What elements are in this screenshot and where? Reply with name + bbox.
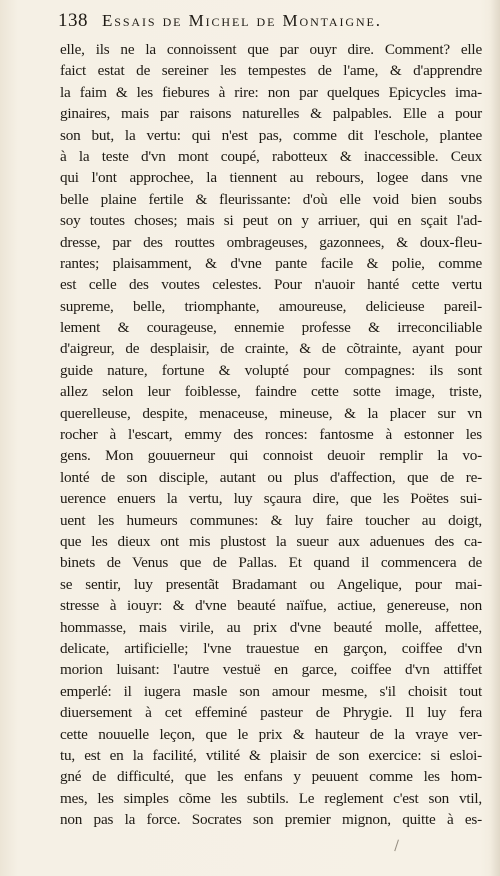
text-line: querelleuse, despite, menaceuse, mineuse, & la placer sur vn — [60, 404, 482, 422]
text-line: qui l'ont approchee, la tiennent au rebours, logee dans vne — [60, 169, 482, 187]
text-line: uerence enuers la vertu, luy sçaura dire, que les Poëtes sui- — [60, 490, 482, 508]
text-line: lonté de son disciple, autant ou plus d'affection, que de re- — [60, 468, 482, 486]
text-line: elle, ils ne la connoissent que par ouyr dire. Comment? elle — [60, 41, 482, 58]
text-line: non pas la force. Socrates son premier mignon, quitte à es- — [60, 811, 482, 829]
page-number: 138 — [58, 10, 88, 31]
text-line: d'aigreur, de desplaisir, de crainte, & de cõtrainte, ayant pour — [60, 340, 482, 358]
running-head: Essais de Michel de Montaigne. — [102, 11, 382, 30]
text-line: delicate, artificielle; l'vne trauestue en garçon, coiffee d'vn — [60, 639, 482, 657]
text-line: supreme, belle, triomphante, amoureuse, delicieuse pareil- — [60, 297, 482, 315]
text-line: faict estat de sereiner les tempestes de l'ame, & d'apprendre — [60, 62, 482, 80]
text-line: rocher à l'escart, emmy des ronces: fantosme à estonner les — [60, 426, 482, 444]
text-line: stresse à iouyr: & d'vne beauté naïfue, actiue, genereuse, non — [60, 597, 482, 615]
text-line: se sentir, luy presentãt Bradamant ou Angelique, pour mai- — [60, 575, 482, 593]
text-line: uent les humeurs communes: & luy faire toucher au doigt, — [60, 511, 482, 529]
page-header — [58, 10, 478, 36]
text-line: son but, la vertu: qui n'est pas, comme dit l'eschole, plantee — [60, 126, 482, 144]
pen-stroke-mark — [394, 840, 402, 853]
text-line: lement & courageuse, ennemie professe & irreconciliable — [60, 319, 482, 337]
text-line: allez selon leur foiblesse, faindre cette sotte image, triste, — [60, 383, 482, 401]
text-line: morion luisant: l'autre vestuë en garce, coiffee d'vn attiffet — [60, 661, 482, 679]
text-line: à la teste d'vn mont coupé, rabotteux & inaccessible. Ceux — [60, 147, 482, 165]
text-line: hommasse, mais virile, au prix d'vne beauté molle, affettee, — [60, 618, 482, 636]
text-line: que les dieux ont mis plustost la sueur aux aduenues des ca- — [60, 532, 482, 550]
text-line: gné de difficulté, que les enfans y peuuent comme les hom- — [60, 768, 482, 786]
text-line: ginaires, mais par raisons naturelles & palpables. Elle a pour — [60, 105, 482, 123]
text-line: mes, les simples cõme les subtils. Le reglement c'est son vtil, — [60, 789, 482, 807]
text-line: binets de Venus que de Pallas. Et quand il commencera de — [60, 554, 482, 572]
text-line: emperlé: il iugera masle son amour mesme, s'il choisit tout — [60, 682, 482, 700]
page-edge-shadow — [490, 0, 500, 876]
text-line: diuersement à cet effeminé pasteur de Phrygie. Il luy fera — [60, 704, 482, 722]
text-line: gens. Mon gouuerneur qui connoist deuoir remplir la vo- — [60, 447, 482, 465]
text-line: soy toutes choses; mais si peut on y arriuer, qui en sçait l'ad- — [60, 212, 482, 230]
text-line: la faim & les fiebures à rire: non par quelques Epicycles ima- — [60, 83, 482, 101]
text-line: tu, est en la facilité, vtilité & plaisir de son exercice: si esloi- — [60, 746, 482, 764]
text-line: guide nature, fortune & volupté pour compagnes: ils sont — [60, 361, 482, 379]
text-line: cette nouuelle leçon, que le prix & hauteur de la vraye ver- — [60, 725, 482, 743]
body-text — [60, 39, 482, 830]
text-line: belle plaine fertile & fleurissante: d'où elle void bien soubs — [60, 190, 482, 208]
text-line: rantes; plaisamment, & d'vne pante facile & polie, comme — [60, 254, 482, 272]
text-line: est celle des voutes celestes. Pour n'auoir hanté cette vertu — [60, 276, 482, 294]
text-line: dresse, par des routtes ombrageuses, gazonnees, & doux-fleu- — [60, 233, 482, 251]
